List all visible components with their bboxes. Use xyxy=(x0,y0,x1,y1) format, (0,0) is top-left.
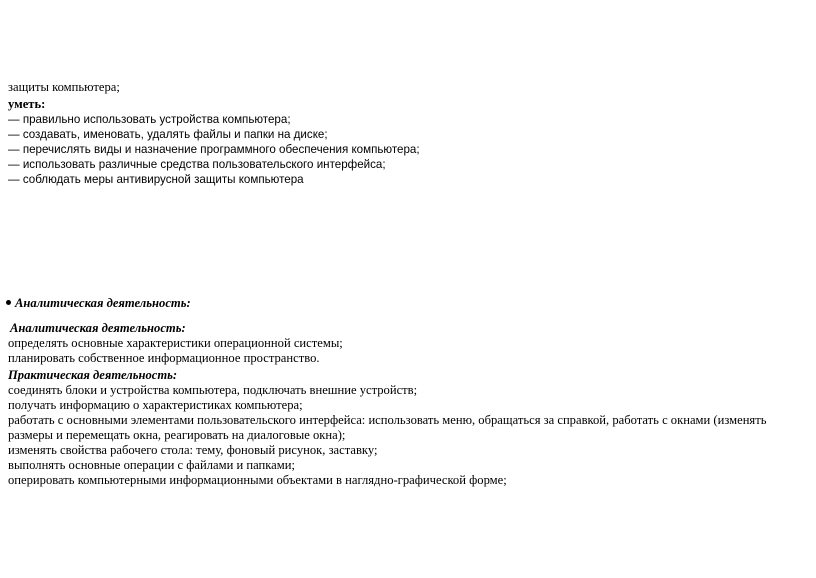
text-line: защиты компьютера; xyxy=(8,80,120,94)
list-item: соединять блоки и устройства компьютера, подключать внешние устройств; xyxy=(8,383,418,397)
list-item: получать информацию о характеристиках компьютера; xyxy=(8,398,303,412)
list-item: выполнять основные операции с файлами и папками; xyxy=(8,458,295,472)
list-item: — правильно использовать устройства компьютера; xyxy=(8,113,291,126)
practical-heading: Практическая деятельность: xyxy=(8,368,178,382)
list-item: — соблюдать меры антивирусной защиты компьютера xyxy=(8,173,304,186)
subheading-umet: уметь: xyxy=(8,97,46,111)
list-item: изменять свойства рабочего стола: тему, фоновый рисунок, заставку; xyxy=(8,443,378,457)
list-item: планировать собственное информационное пространство. xyxy=(8,351,320,365)
list-item: размеры и перемещать окна, реагировать на диалоговые окна); xyxy=(8,428,346,442)
list-item: определять основные характеристики операционной системы; xyxy=(8,336,343,350)
list-item: оперировать компьютерными информационными объектами в наглядно-графической форме; xyxy=(8,473,507,487)
list-item: — использовать различные средства пользовательского интерфейса; xyxy=(8,158,386,171)
list-item: — перечислять виды и назначение программного обеспечения компьютера; xyxy=(8,143,420,156)
list-item: — создавать, именовать, удалять файлы и папки на диске; xyxy=(8,128,328,141)
list-item: работать с основными элементами пользовательского интерфейса: использовать меню, обращаться за справкой, работать с окнами (изменять xyxy=(8,413,767,427)
bullet-icon xyxy=(6,300,11,305)
bullet-heading: Аналитическая деятельность: xyxy=(15,296,191,310)
bullet-heading-row xyxy=(6,296,191,311)
analytic-heading: Аналитическая деятельность: xyxy=(10,321,186,335)
